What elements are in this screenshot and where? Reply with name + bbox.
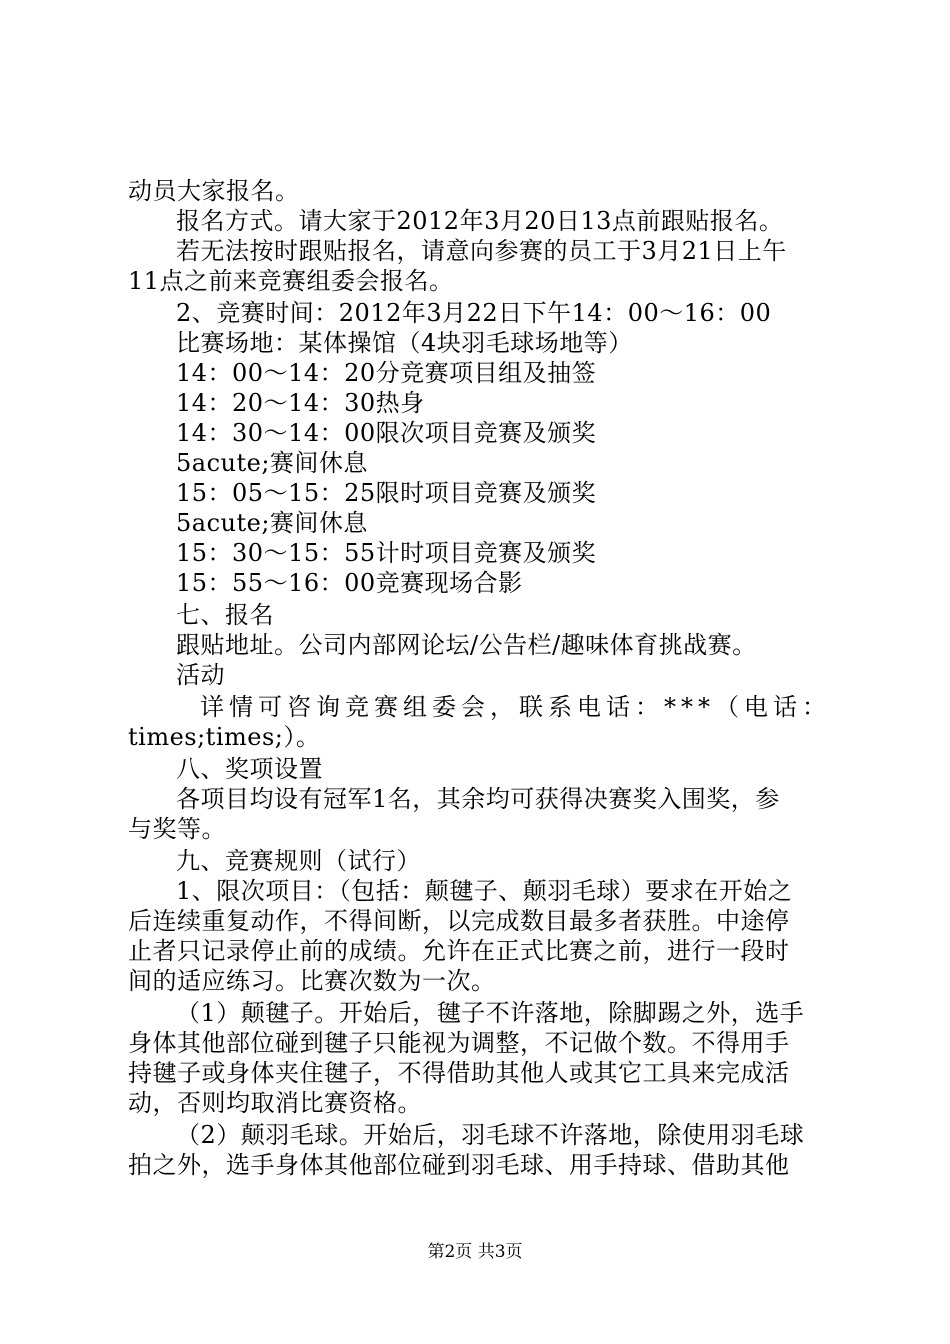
text-line: 若无法按时跟贴报名，请意向参赛的员工于3月21日上午 [176,237,787,265]
text-line: 间的适应练习。比赛次数为一次。 [128,967,496,995]
text-line: 15：05～15：25限时项目竞赛及颁奖 [176,479,597,507]
text-line: 持毽子或身体夹住毽子，不得借助其他人或其它工具来完成活 [128,1059,790,1087]
text-line: （1）颠毽子。开始后，毽子不许落地，除脚踢之外，选手 [176,999,805,1027]
text-line: 与奖等。 [128,815,226,843]
text-line: 报名方式。请大家于2012年3月20日13点前跟贴报名。 [176,207,784,235]
text-line: 动员大家报名。 [128,177,300,205]
text-line: 跟贴地址。公司内部网论坛/公告栏/趣味体育挑战赛。 [176,631,757,659]
text-line: 活动 [176,661,225,689]
text-line: 各项目均设有冠军1名，其余均可获得决赛奖入围奖，参 [176,785,780,813]
text-line: 详情可咨询竞赛组委会，联系电话：***（电话： [200,693,831,721]
text-line: 动，否则均取消比赛资格。 [128,1089,422,1117]
text-line: 拍之外，选手身体其他部位碰到羽毛球、用手持球、借助其他 [128,1151,790,1179]
text-line: 14：30～14：00限次项目竞赛及颁奖 [176,419,597,447]
text-line: （2）颠羽毛球。开始后，羽毛球不许落地，除使用羽毛球 [176,1121,805,1149]
text-line: 1、限次项目：（包括：颠毽子、颠羽毛球）要求在开始之 [176,877,793,905]
text-line: 15：30～15：55计时项目竞赛及颁奖 [176,539,597,567]
text-line: 身体其他部位碰到毽子只能视为调整，不记做个数。不得用手 [128,1029,790,1057]
section-heading: 七、报名 [176,601,274,629]
text-line: 14：00～14：20分竞赛项目组及抽签 [176,359,597,387]
text-line: 后连续重复动作，不得间断，以完成数目最多者获胜。中途停 [128,907,790,935]
section-heading: 八、奖项设置 [176,755,323,783]
text-line: 15：55～16：00竞赛现场合影 [176,569,523,597]
text-line: 14：20～14：30热身 [176,389,425,417]
text-line: 11点之前来竞赛组委会报名。 [128,267,454,295]
page-footer: 第2页 共3页 [427,1242,523,1262]
text-line: times;times;）。 [128,723,321,751]
text-line: 止者只记录停止前的成绩。允许在正式比赛之前，进行一段时 [128,937,790,965]
text-line: 2、竞赛时间：2012年3月22日下午14：00～16：00 [176,299,772,327]
text-line: 5acute;赛间休息 [176,509,368,537]
text-line: 比赛场地：某体操馆（4块羽毛球场地等） [176,329,633,357]
section-heading: 九、竞赛规则（试行） [176,847,421,875]
text-line: 5acute;赛间休息 [176,449,368,477]
